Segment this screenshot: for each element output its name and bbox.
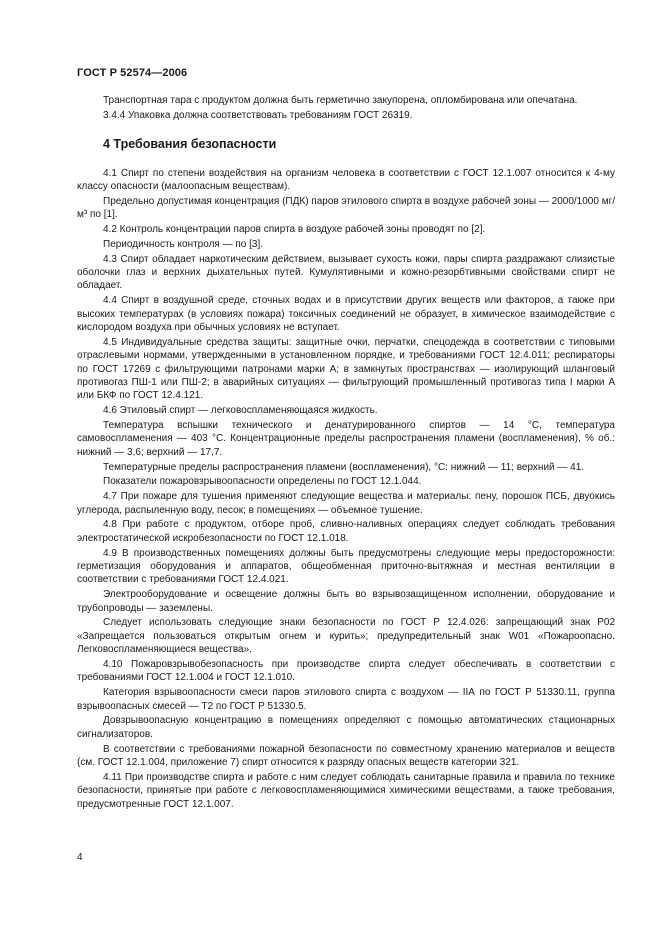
paragraph: 4.11 При производстве спирта и работе с ним следует соблюдать санитарные правила и правила по технике безопасности, принятые при работе с легковоспламеняющимися химическими веществами, а также требования, предусмотренные ГОСТ 12.1.007. <box>77 771 615 810</box>
paragraph: 4.4 Спирт в воздушной среде, сточных водах и в присутствии других веществ или факторов, а также при высоких температурах (в условиях пожара) токсичных соединений не образует, в химическое взаимодействие с кислородом воздуха при обычных условиях не вступает. <box>77 295 615 334</box>
paragraph: Электрооборудование и освещение должны быть во взрывозащищенном исполнении, оборудование и трубопроводы — заземлены. <box>77 589 615 614</box>
paragraph: Периодичность контроля — по [3]. <box>103 238 264 250</box>
paragraph: 4.3 Спирт обладает наркотическим действием, вызывает сухость кожи, пары спирта раздражают слизистые оболочки глаз и верхних дыхательных путей. Кумулятивными и кожно-резорбтивными свойствами спирт не обладает. <box>77 253 615 292</box>
document-header: ГОСТ Р 52574—2006 <box>77 67 188 79</box>
paragraph: Довзрывоопасную концентрацию в помещениях определяют с помощью автоматических стационарных сигнализаторов. <box>77 715 615 740</box>
document-body <box>77 94 615 813</box>
paragraph: 3.4.4 Упаковка должна соответствовать требованиям ГОСТ 26319. <box>103 109 413 121</box>
paragraph: Категория взрывоопасности смеси паров этилового спирта с воздухом — IIА по ГОСТ Р 51330.11, группа взрывоопасных смесей — Т2 по ГОСТ Р 51330.5. <box>77 687 615 712</box>
paragraph: Температура вспышки технического и денатурированного спиртов — 14 °С, температура самовоспламенения — 403 °С. Концентрационные пределы распространения пламени (воспламенения), % об.: нижний — 3,6; верхний — 17,7. <box>77 420 615 458</box>
paragraph: Предельно допустимая концентрация (ПДК) паров этилового спирта в воздухе рабочей зоны — 2000/1000 мг/м³ по [1]. <box>77 195 615 221</box>
paragraph: 4.8 При работе с продуктом, отборе проб, сливно-наливных операциях следует соблюдать требования электростатической искробезопасности по ГОСТ 12.1.018. <box>77 519 615 544</box>
paragraph: 4.6 Этиловый спирт — легковоспламеняющаяся жидкость. <box>103 405 378 417</box>
paragraph: 4.7 При пожаре для тушения применяют следующие вещества и материалы: пену, порошок ПСБ, двуокись углерода, распыленную воду, песок; в помещениях — объемное тушение. <box>77 491 615 516</box>
paragraph: Транспортная тара с продуктом должна быть герметично закупорена, опломбирована или опечатана. <box>103 95 578 106</box>
paragraph: 4.1 Спирт по степени воздействия на организм человека в соответствии с ГОСТ 12.1.007 относится к 4-му классу опасности (малоопасным веществам). <box>77 167 615 193</box>
paragraph: В соответствии с требованиями пожарной безопасности по совместному хранению материалов и веществ (см. ГОСТ 12.1.004, приложение 7) спирт относится к разряду опасных веществ категории 321. <box>77 743 615 769</box>
paragraph: 4.5 Индивидуальные средства защиты: защитные очки, перчатки, спецодежда в соответствии с типовыми отраслевыми нормами, утвержденными в установленном порядке, и требованиями ГОСТ 12.4.011; респираторы по ГОСТ 17269 с фильтрующими патронами марки А; в замкнутых пространствах — изолирующий шланговый противогаз ПШ-1 или ПШ-2; в аварийных ситуациях — фильтрующий промышленный противогаз типа I марки А или БКФ по ГОСТ 12.4.121. <box>77 336 615 402</box>
page-number: 4 <box>77 852 83 863</box>
paragraph: Температурные пределы распространения пламени (воспламенения), °С: нижний — 11; верхний — 41. <box>103 461 585 473</box>
paragraph: 4.2 Контроль концентрации паров спирта в воздухе рабочей зоны проводят по [2]. <box>103 224 486 236</box>
paragraph: 4.10 Пожаровзрывобезопасность при производстве спирта следует обеспечивать в соответствии с требованиями ГОСТ 12.1.004 и ГОСТ 12.1.010. <box>77 659 615 684</box>
paragraph: 4.9 В производственных помещениях должны быть предусмотрены следующие меры предосторожности: герметизация оборудования и аппаратов, общеобменная приточно-вытяжная и местная вентиляции в соответствии с требованиями ГОСТ 12.4.021. <box>77 547 615 586</box>
paragraph: Показатели пожаровзрывоопасности определены по ГОСТ 12.1.044. <box>103 476 422 488</box>
paragraph: Следует использовать следующие знаки безопасности по ГОСТ Р 12.4.026: запрещающий знак Р02 «Запрещается пользоваться открытым огнем и курить»; предупредительный знак W01 «Пожароопасно. Легковоспламеняющиеся вещества». <box>77 617 615 656</box>
section-title: 4 Требования безопасности <box>103 137 277 152</box>
